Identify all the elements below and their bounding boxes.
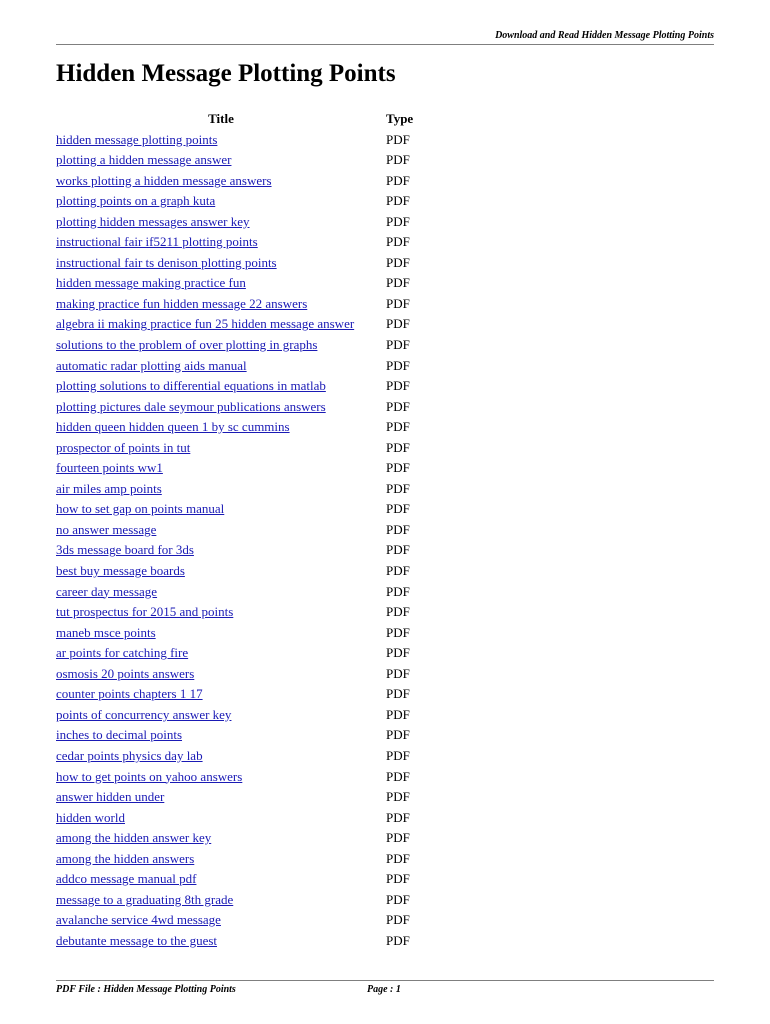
file-type-cell: PDF <box>386 131 410 147</box>
document-link[interactable]: fourteen points ww1 <box>56 460 163 476</box>
page-title: Hidden Message Plotting Points <box>56 60 396 87</box>
title-cell <box>56 890 386 911</box>
table-body <box>56 130 413 952</box>
file-type-cell: PDF <box>386 850 410 866</box>
title-cell <box>56 212 386 233</box>
file-type-cell: PDF <box>386 542 410 558</box>
file-type-cell: PDF <box>386 275 410 291</box>
file-type-cell: PDF <box>386 460 410 476</box>
file-type-cell: PDF <box>386 419 410 435</box>
title-cell <box>56 294 386 315</box>
table-row <box>56 150 413 171</box>
table-row <box>56 458 413 479</box>
document-link[interactable]: automatic radar plotting aids manual <box>56 357 247 373</box>
title-cell <box>56 417 386 438</box>
title-cell <box>56 499 386 520</box>
file-type-cell: PDF <box>386 768 410 784</box>
table-row <box>56 130 413 151</box>
title-cell <box>56 910 386 931</box>
file-type-cell: PDF <box>386 912 410 928</box>
file-type-cell: PDF <box>386 521 410 537</box>
title-cell <box>56 171 386 192</box>
running-header: Download and Read Hidden Message Plotting Points <box>495 30 714 41</box>
document-link[interactable]: tut prospectus for 2015 and points <box>56 604 234 620</box>
table-row <box>56 171 413 192</box>
table-row <box>56 746 413 767</box>
table-row <box>56 212 413 233</box>
table-row <box>56 479 413 500</box>
title-cell <box>56 314 386 335</box>
column-header-title: Title <box>208 111 234 126</box>
title-cell <box>56 643 386 664</box>
file-type-cell: PDF <box>386 439 410 455</box>
table-row <box>56 314 413 335</box>
document-link[interactable]: how to get points on yahoo answers <box>56 768 243 784</box>
file-type-cell: PDF <box>386 398 410 414</box>
file-type-cell: PDF <box>386 789 410 805</box>
table-row <box>56 890 413 911</box>
table-row <box>56 438 413 459</box>
title-cell <box>56 931 386 952</box>
file-type-cell: PDF <box>386 234 410 250</box>
title-cell <box>56 376 386 397</box>
title-cell <box>56 130 386 151</box>
document-link[interactable]: best buy message boards <box>56 563 185 579</box>
file-type-cell: PDF <box>386 357 410 373</box>
document-link[interactable]: plotting solutions to differential equations in matlab <box>56 378 326 394</box>
table-row <box>56 643 413 664</box>
document-link[interactable]: hidden world <box>56 809 125 825</box>
title-cell <box>56 232 386 253</box>
title-cell <box>56 356 386 377</box>
file-type-cell: PDF <box>386 604 410 620</box>
file-type-cell: PDF <box>386 172 410 188</box>
table-row <box>56 273 413 294</box>
table-row <box>56 725 413 746</box>
table-row <box>56 849 413 870</box>
file-type-cell: PDF <box>386 254 410 270</box>
title-cell <box>56 273 386 294</box>
footer-file-label: PDF File : Hidden Message Plotting Points <box>56 984 236 995</box>
table-row <box>56 767 413 788</box>
table-row <box>56 540 413 561</box>
title-cell <box>56 869 386 890</box>
file-type-cell: PDF <box>386 152 410 168</box>
footer-page-number: Page : 1 <box>367 984 401 995</box>
table-row <box>56 294 413 315</box>
document-link[interactable]: hidden message plotting points <box>56 131 218 147</box>
title-cell <box>56 664 386 685</box>
file-type-cell: PDF <box>386 706 410 722</box>
title-cell <box>56 787 386 808</box>
document-link[interactable]: plotting a hidden message answer <box>56 152 232 168</box>
title-cell <box>56 582 386 603</box>
file-type-cell: PDF <box>386 213 410 229</box>
title-cell <box>56 767 386 788</box>
table-row <box>56 869 413 890</box>
table-row <box>56 397 413 418</box>
document-link[interactable]: plotting hidden messages answer key <box>56 213 250 229</box>
document-link[interactable]: hidden queen hidden queen 1 by sc cummins <box>56 419 290 435</box>
header-divider <box>56 44 714 45</box>
title-cell <box>56 520 386 541</box>
title-cell <box>56 828 386 849</box>
footer-divider <box>56 980 714 981</box>
title-cell <box>56 849 386 870</box>
document-link[interactable]: career day message <box>56 583 158 599</box>
file-type-cell: PDF <box>386 891 410 907</box>
table-row <box>56 664 413 685</box>
title-cell <box>56 438 386 459</box>
document-link[interactable]: 3ds message board for 3ds <box>56 542 194 558</box>
document-link[interactable]: among the hidden answer key <box>56 830 212 846</box>
title-cell <box>56 479 386 500</box>
document-link[interactable]: works plotting a hidden message answers <box>56 172 272 188</box>
table-row <box>56 232 413 253</box>
document-table <box>56 109 413 951</box>
table-row <box>56 684 413 705</box>
table-row <box>56 931 413 952</box>
title-cell <box>56 602 386 623</box>
document-link[interactable]: plotting points on a graph kuta <box>56 193 216 209</box>
table-row <box>56 335 413 356</box>
title-cell <box>56 705 386 726</box>
document-link[interactable]: solutions to the problem of over plotting in graphs <box>56 337 318 353</box>
title-cell <box>56 458 386 479</box>
document-link[interactable]: air miles amp points <box>56 480 162 496</box>
table-row <box>56 787 413 808</box>
file-type-cell: PDF <box>386 871 410 887</box>
document-link[interactable]: hidden message making practice fun <box>56 275 246 291</box>
title-cell <box>56 253 386 274</box>
table-row <box>56 376 413 397</box>
file-type-cell: PDF <box>386 645 410 661</box>
document-link[interactable]: instructional fair if5211 plotting points <box>56 234 258 250</box>
table-row <box>56 828 413 849</box>
document-link[interactable]: inches to decimal points <box>56 727 183 743</box>
table-row <box>56 417 413 438</box>
document-link[interactable]: prospector of points in tut <box>56 439 191 455</box>
title-cell <box>56 623 386 644</box>
file-type-cell: PDF <box>386 932 410 948</box>
file-type-cell: PDF <box>386 727 410 743</box>
table-row <box>56 910 413 931</box>
document-link[interactable]: ar points for catching fire <box>56 645 189 661</box>
title-cell <box>56 335 386 356</box>
title-cell <box>56 725 386 746</box>
file-type-cell: PDF <box>386 501 410 517</box>
document-link[interactable]: osmosis 20 points answers <box>56 665 195 681</box>
title-cell <box>56 191 386 212</box>
column-header-type: Type <box>386 111 414 126</box>
document-link[interactable]: plotting pictures dale seymour publications answers <box>56 398 326 414</box>
table-row <box>56 705 413 726</box>
file-type-cell: PDF <box>386 480 410 496</box>
document-link[interactable]: how to set gap on points manual <box>56 501 225 517</box>
document-link[interactable]: points of concurrency answer key <box>56 706 232 722</box>
document-link[interactable]: no answer message <box>56 521 157 537</box>
title-cell <box>56 684 386 705</box>
file-type-cell: PDF <box>386 583 410 599</box>
file-type-cell: PDF <box>386 316 410 332</box>
file-type-cell: PDF <box>386 563 410 579</box>
table-row <box>56 808 413 829</box>
document-link[interactable]: answer hidden under <box>56 789 165 805</box>
document-link[interactable]: counter points chapters 1 17 <box>56 686 203 702</box>
table-row <box>56 191 413 212</box>
document-link[interactable]: among the hidden answers <box>56 850 195 866</box>
document-link[interactable]: message to a graduating 8th grade <box>56 891 234 907</box>
document-link[interactable]: algebra ii making practice fun 25 hidden message answer <box>56 316 355 332</box>
title-cell <box>56 150 386 171</box>
title-cell <box>56 397 386 418</box>
document-link[interactable]: instructional fair ts denison plotting points <box>56 254 277 270</box>
file-type-cell: PDF <box>386 686 410 702</box>
file-type-cell: PDF <box>386 295 410 311</box>
file-type-cell: PDF <box>386 193 410 209</box>
file-type-cell: PDF <box>386 747 410 763</box>
title-cell <box>56 561 386 582</box>
document-link[interactable]: addco message manual pdf <box>56 871 197 887</box>
file-type-cell: PDF <box>386 378 410 394</box>
table-row <box>56 582 413 603</box>
table-header-row <box>56 109 413 130</box>
file-type-cell: PDF <box>386 624 410 640</box>
table-row <box>56 602 413 623</box>
table-row <box>56 356 413 377</box>
document-link[interactable]: making practice fun hidden message 22 answers <box>56 295 308 311</box>
document-link[interactable]: cedar points physics day lab <box>56 747 203 763</box>
document-link[interactable]: avalanche service 4wd message <box>56 912 221 928</box>
table-row <box>56 253 413 274</box>
document-link[interactable]: maneb msce points <box>56 624 156 640</box>
file-type-cell: PDF <box>386 337 410 353</box>
table-row <box>56 520 413 541</box>
table-row <box>56 561 413 582</box>
file-type-cell: PDF <box>386 830 410 846</box>
file-type-cell: PDF <box>386 665 410 681</box>
title-cell <box>56 540 386 561</box>
document-link[interactable]: debutante message to the guest <box>56 932 218 948</box>
table-row <box>56 623 413 644</box>
table-row <box>56 499 413 520</box>
title-cell <box>56 746 386 767</box>
title-cell <box>56 808 386 829</box>
file-type-cell: PDF <box>386 809 410 825</box>
